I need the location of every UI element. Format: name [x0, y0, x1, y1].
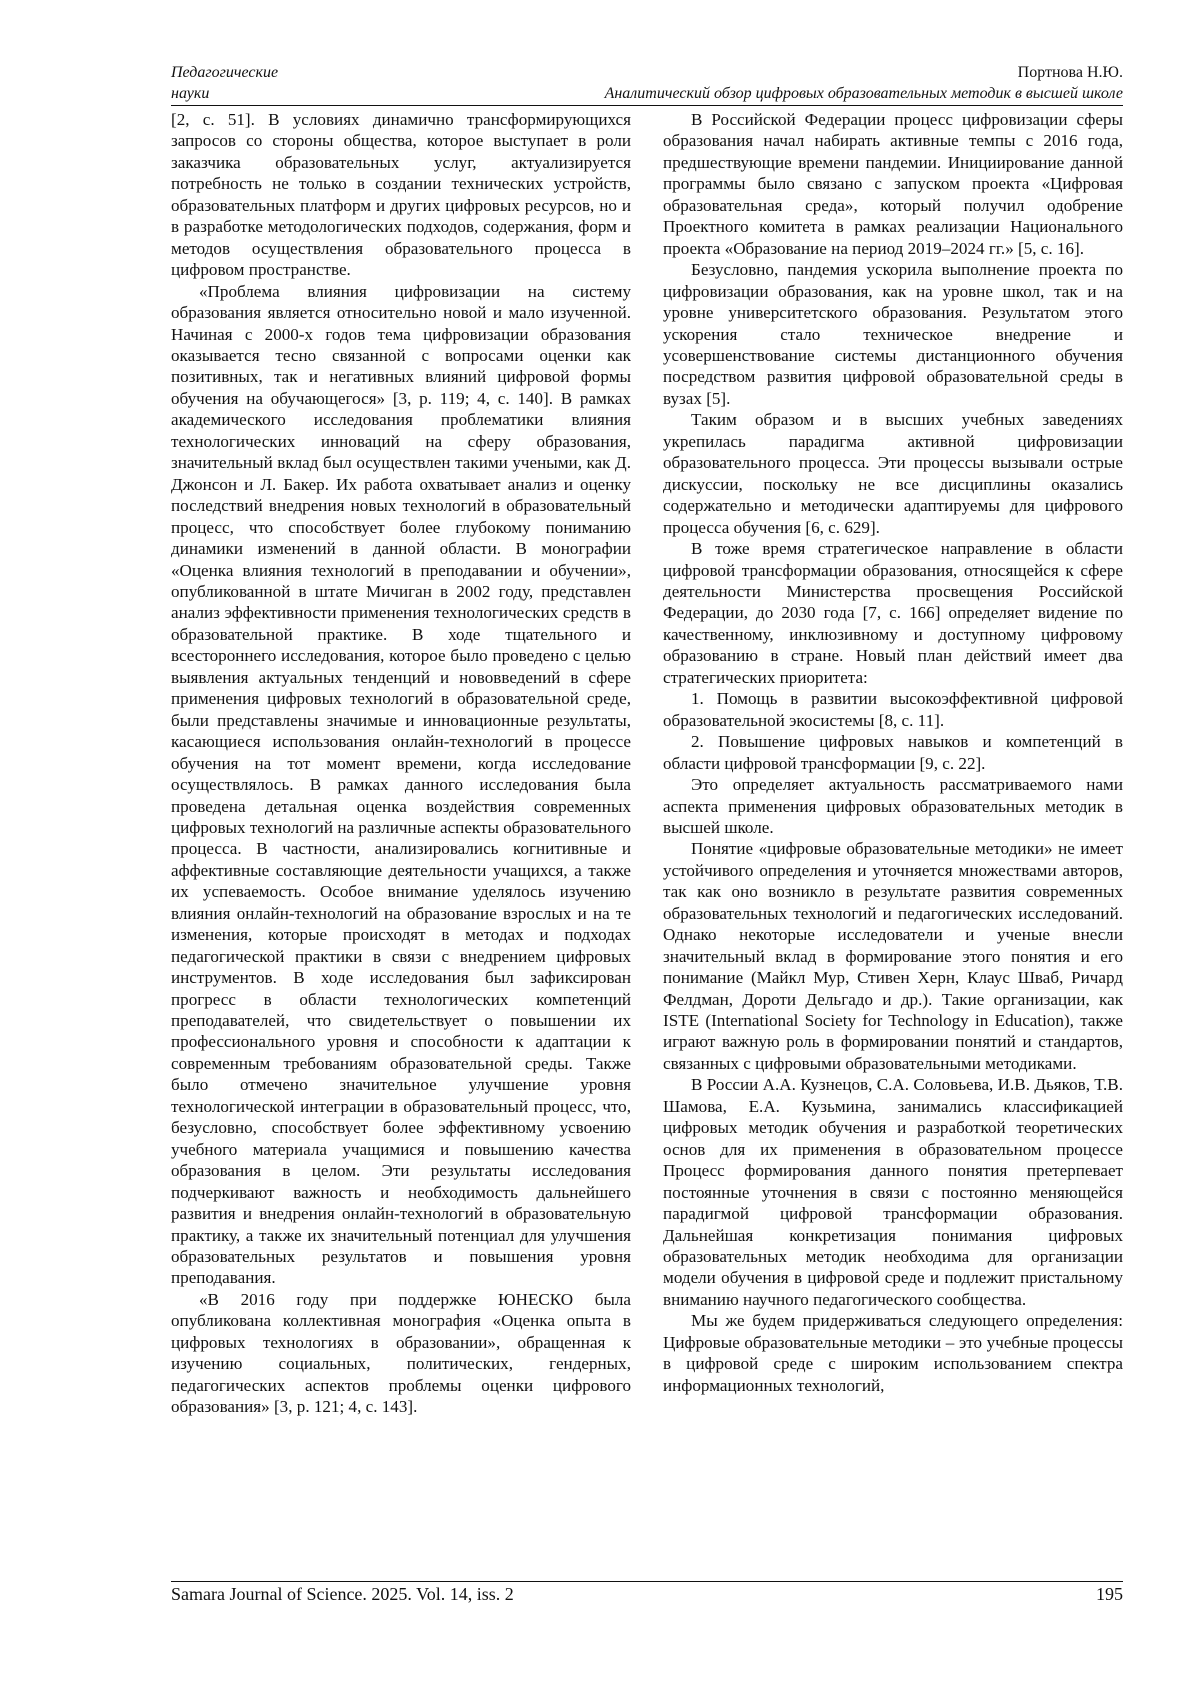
section-label-line1: Педагогические [171, 64, 279, 81]
list-item: 1. Помощь в развитии высокоэффективной цифровой образовательной экосистемы [8, с. 11]. [663, 689, 1123, 730]
page-number: 195 [1096, 1584, 1123, 1604]
right-column [663, 109, 1123, 1396]
author-name: Портнова Н.Ю. [1017, 64, 1123, 81]
section-label [171, 62, 278, 104]
paragraph: Это определяет актуальность рассматриваемого нами аспекта применения цифровых образовательных методик в высшей школе. [663, 775, 1123, 837]
journal-page [171, 62, 1123, 1642]
list-item: 2. Повышение цифровых навыков и компетенций в области цифровой трансформации [9, с. 22]. [663, 732, 1123, 773]
article-title: Аналитический обзор цифровых образовательных методик в высшей школе [604, 85, 1123, 102]
paragraph: [2, с. 51]. В условиях динамично трансформирующихся запросов со стороны общества, которое выступает в роли заказчика образовательных услуг, актуализируется потребность не только в создании технических устройств, образовательных платформ и других цифровых ресурсов, но и в разработке методологических подходов, содержания, форм и методов осуществления образовательного процесса в цифровом пространстве. [171, 110, 631, 280]
running-header [171, 62, 1123, 108]
paragraph: Безусловно, пандемия ускорила выполнение проекта по цифровизации образования, как на уровне школ, так и на уровне университетского образования. Результатом этого ускорения стало техническое внедрение и усовершенствование системы дистанционного обучения посредством развития цифровой образовательной среды в вузах [5]. [663, 260, 1123, 408]
paragraph: В Российской Федерации процесс цифровизации сферы образования начал набирать активные темпы с 2016 года, предшествующие времени пандемии. Инициирование данной программы было связано с запуском проекта «Цифровая образовательная среда», который получил одобрение Проектного комитета в рамках реализации Национального проекта «Образование на период 2019–2024 гг.» [5, с. 16]. [663, 110, 1123, 258]
header-rule [171, 105, 1123, 106]
journal-citation: Samara Journal of Science. 2025. Vol. 14, iss. 2 [171, 1584, 514, 1604]
paragraph: «В 2016 году при поддержке ЮНЕСКО была опубликована коллективная монография «Оценка опыта в цифровых технологиях в образовании», обращенная к изучению социальных, политических, гендерных, педагогических аспектов проблемы оценки цифрового образования» [3, p. 121; 4, с. 143]. [171, 1289, 631, 1417]
paragraph: В России А.А. Кузнецов, С.А. Соловьева, И.В. Дьяков, Т.В. Шамова, Е.А. Кузьмина, занимались классификацией цифровых методик обучения и разработкой теоретических основ для их применения в образовательном процессе Процесс формирования данного понятия претерпевает постоянные уточнения в связи с постоянно меняющейся парадигмой цифровой трансформации образования. Дальнейшая конкретизация понимания цифровых образовательных методик необходима для организации модели обучения в цифровой среде и подлежит пристальному вниманию научного педагогического сообщества. [663, 1075, 1123, 1309]
paragraph: Мы же будем придерживаться следующего определения: Цифровые образовательные методики – это учебные процессы в цифровой среде с широким использованием спектра информационных технологий, [663, 1311, 1123, 1395]
paragraph: Понятие «цифровые образовательные методики» не имеет устойчивого определения и уточняется множествами авторов, так как оно возникло в результате развития современных образовательных технологий и педагогических исследований. Однако некоторые исследователи и ученые внесли значительный вклад в формирование этого понятия и его понимание (Майкл Мур, Стивен Херн, Клаус Шваб, Ричард Фелдман, Дороти Дельгадо и др.). Такие организации, как ISTE (International Society for Technology in Education), также играют важную роль в формировании понятий и стандартов, связанных с цифровыми образовательными методиками. [663, 839, 1123, 1073]
paragraph: «Проблема влияния цифровизации на систему образования является относительно новой и мало изученной. Начиная с 2000-х годов тема цифровизации образования оказывается тесно связанной с вопросами оценки как позитивных, так и негативных влияний цифровой формы обучения на обучающегося» [3, p. 119; 4, с. 140]. В рамках академического исследования проблематики влияния технологических инноваций на сферу образования, значительный вклад был осуществлен такими учеными, как Д. Джонсон и Л. Бакер. Их работа охватывает анализ и оценку последствий внедрения новых технологий в образовательный процесс, что способствует более глубокому пониманию динамики изменений в данной области. В монографии «Оценка влияния технологий в преподавании и обучении», опубликованной в штате Мичиган в 2002 году, представлен анализ эффективности применения технологических средств в образовательной практике. В ходе тщательного и всестороннего исследования, которое было проведено с целью выявления актуальных тенденций и нововведений в сфере применения цифровых технологий в образовательной среде, были представлены значимые и инновационные результаты, касающиеся использования онлайн-технологий в процессе обучения на тот момент времени, когда исследование осуществлялось. В рамках данного исследования была проведена детальная оценка воздействия современных цифровых технологий на различные аспекты образовательного процесса. В частности, анализировались когнитивные и аффективные составляющие деятельности учащихся, а также их успеваемость. Особое внимание уделялось изучению влияния онлайн-технологий на образование взрослых и на те изменения, которые происходят в методах и подходах педагогической практики в связи с внедрением цифровых инструментов. В ходе исследования был зафиксирован прогресс в области технологических компетенций преподавателей, что свидетельствует о повышении их профессионального уровня и способности к адаптации к современным требованиям образовательной среды. Также было отмечено значительное улучшение уровня технологической интеграции в образовательный процесс, что, безусловно, способствует более эффективному усвоению учебного материала учащимися и повышению качества образования в целом. Эти результаты исследования подчеркивают важность и необходимость дальнейшего развития и внедрения онлайн-технологий в образовательную практику, а также их значительный потенциал для улучшения образовательных результатов и повышения уровня преподавания. [171, 281, 632, 1288]
article-info [605, 62, 1123, 104]
paragraph: В тоже время стратегическое направление в области цифровой трансформации образования, относящейся к сфере деятельности Министерства просвещения Российской Федерации, до 2030 года [7, с. 166] определяет видение по качественному, инклюзивному и доступному цифровому образованию в стране. Новый план действий имеет два стратегических приоритета: [663, 539, 1123, 687]
paragraph: Таким образом и в высших учебных заведениях укрепилась парадигма активной цифровизации образовательного процесса. Эти процессы вызывали острые дискуссии, поскольку не все дисциплины оказались содержательно и методически адаптируемы для цифрового процесса обучения [6, с. 629]. [663, 410, 1123, 537]
section-label-line2: науки [171, 85, 210, 102]
footer-rule [171, 1581, 1123, 1582]
left-column [171, 109, 631, 1418]
